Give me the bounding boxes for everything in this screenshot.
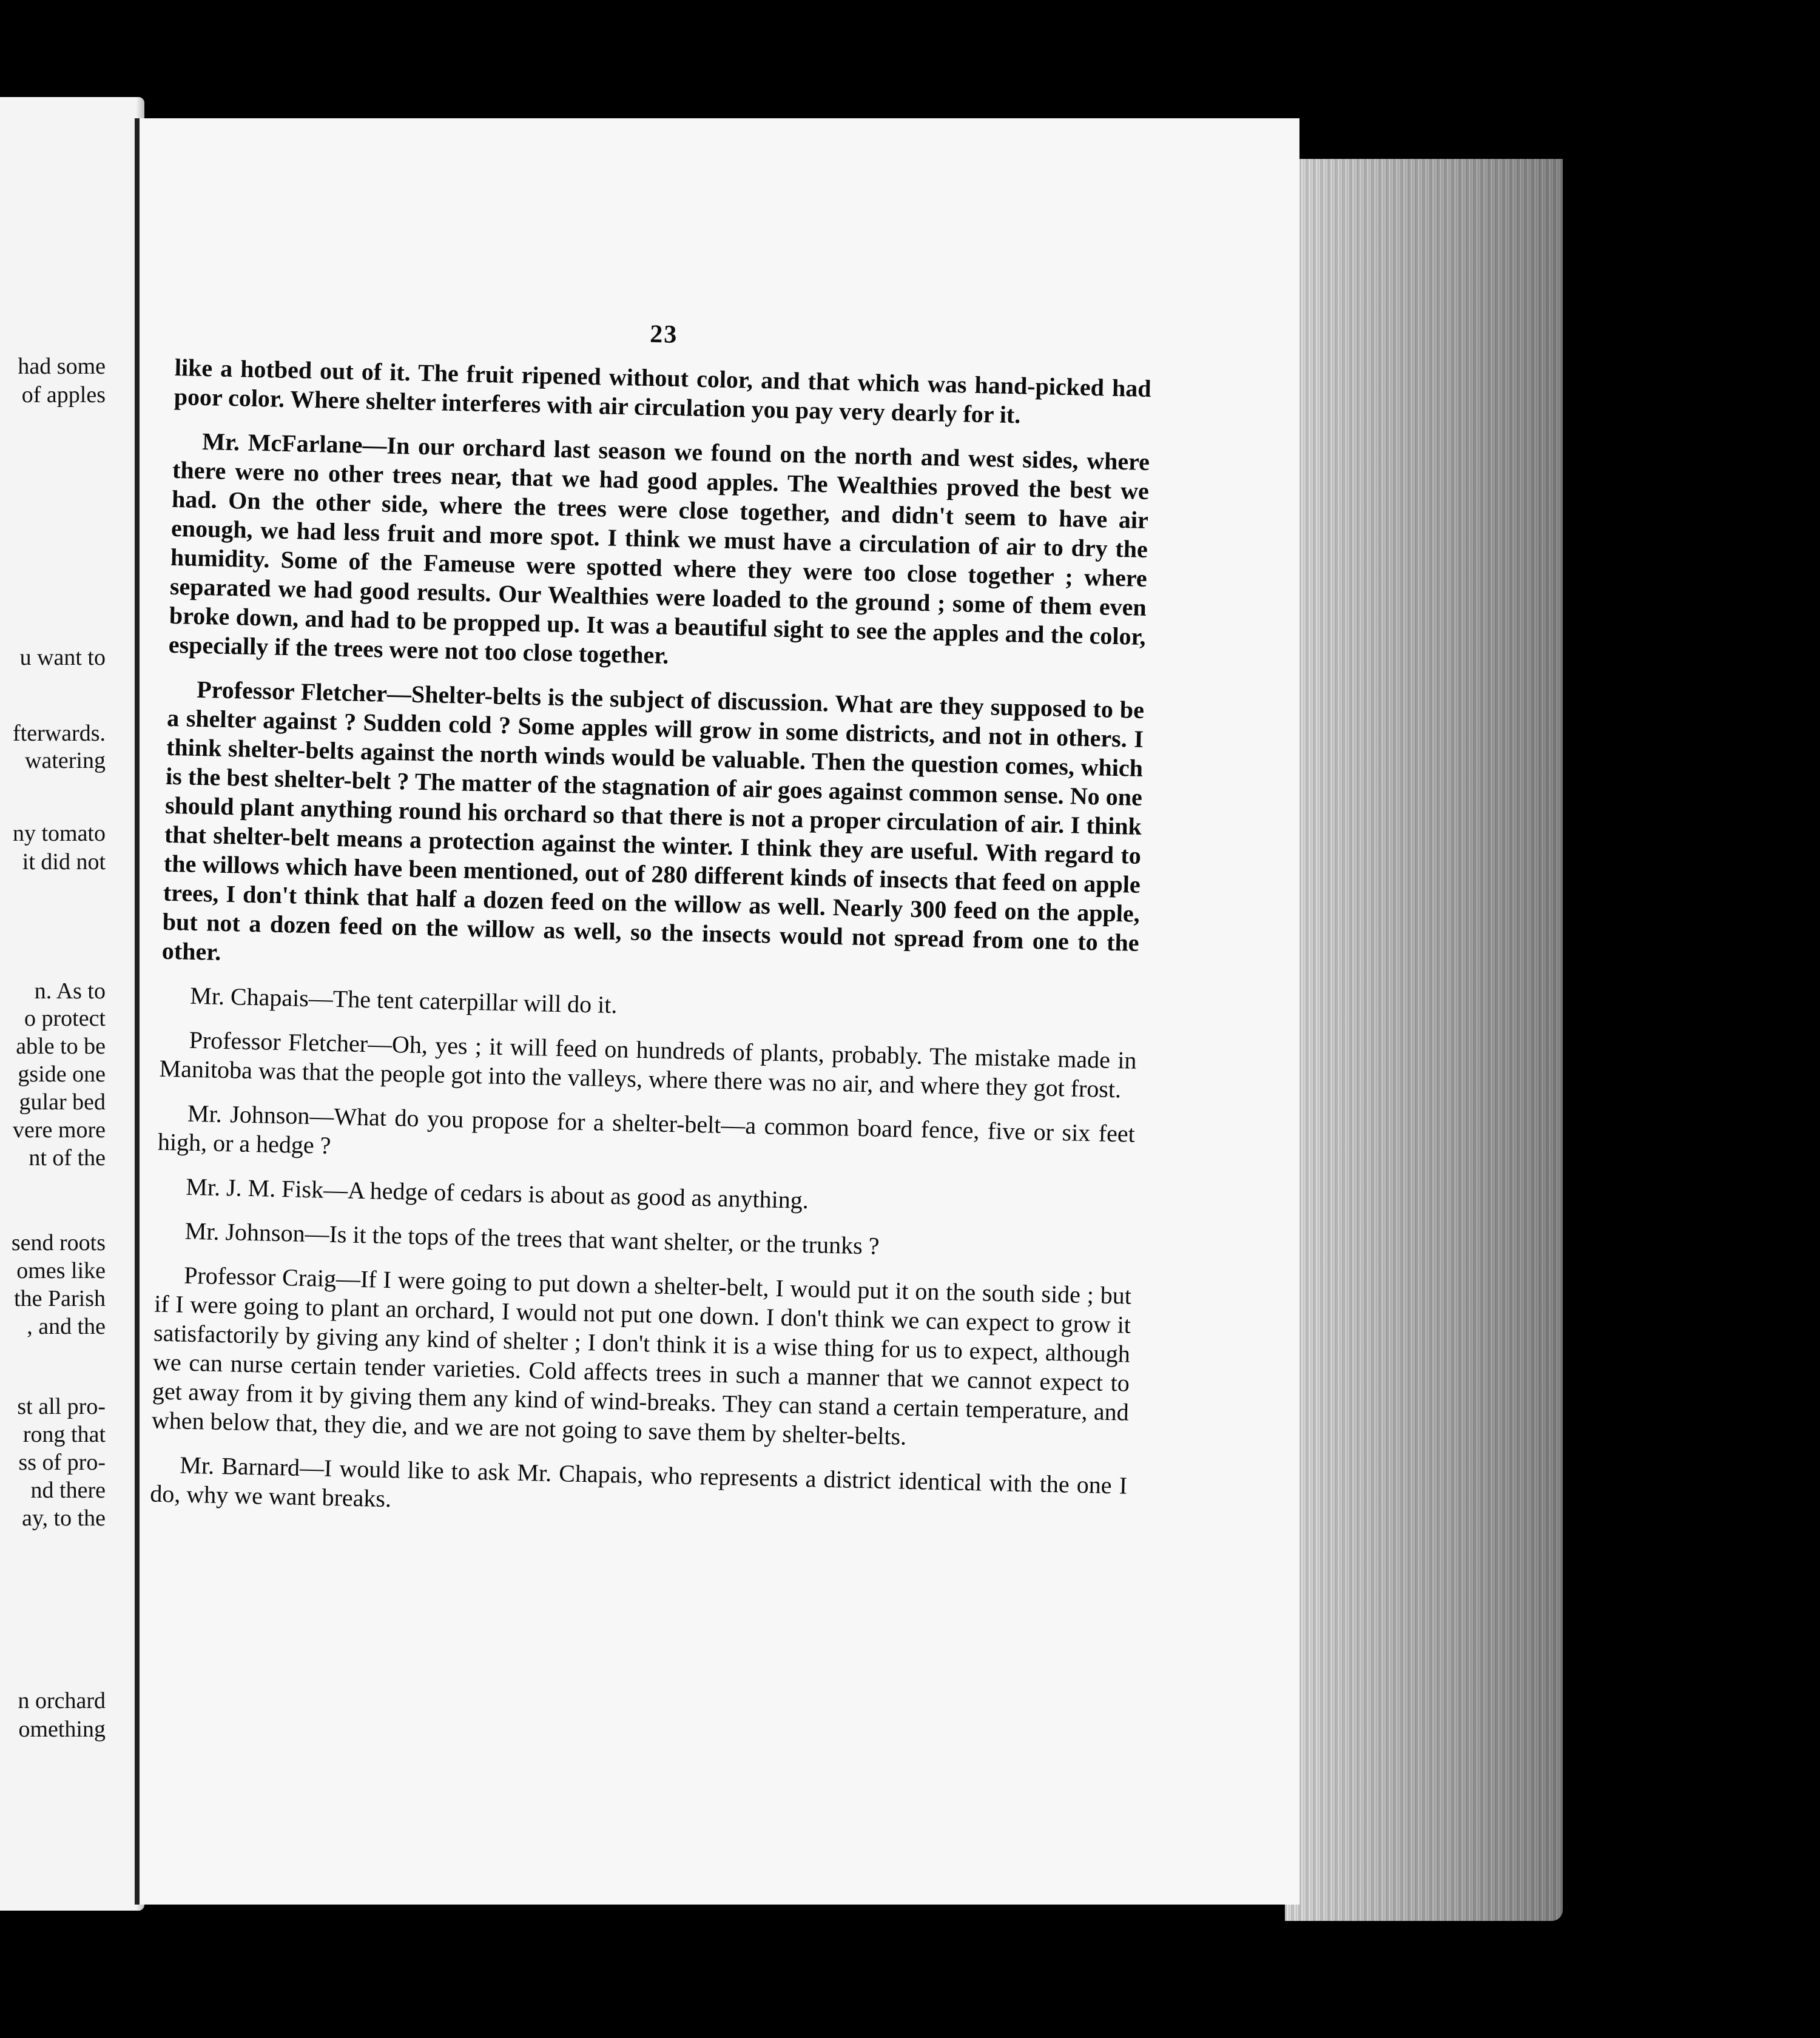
book-page-edges [1285, 159, 1563, 1921]
paragraph: Professor Fletcher—Shelter-belts is the subject of discussion. What are they supposed to be a shelter against ? Sudden cold ? Some apples will grow in some districts, and not in others. I think shelter-belts against the north winds would be valuable. Then the question comes, which is the best shelter-belt ? The matter of the stagnation of air goes against common sense. No one should plant anything round his orchard so that there is not a proper circulation of air. I think that shelter-belt means a protection against the winter. I think they are useful. With regard to the willows which have been mentioned, out of 280 different kinds of insects that feed on apple trees, I don't think that half a dozen feed on the willow as well. Nearly 300 feed on the apple, but not a dozen feed on the willow as well, so the insects would not spread from one to the other. [161, 675, 1145, 966]
facing-page-line: , and the [27, 1314, 106, 1339]
facing-page-line: rong that [22, 1422, 106, 1447]
facing-page-line: n orchard [18, 1688, 106, 1713]
page-number: 23 [649, 320, 678, 349]
facing-page-line: ny tomato [12, 821, 106, 846]
facing-page-line: ss of pro- [18, 1450, 106, 1475]
facing-page-line: nd there [30, 1478, 106, 1503]
paragraph: Mr. McFarlane—In our orchard last season we found on the north and west sides, where there were no other trees near, that we had good apples. The Wealthies proved the best we had. On the other side, where the trees were close together, and didn't seem to have air enough, we had less fruit and more spot. I think we must have a circulation of air to dry the humidity. Some of the Fameuse were spotted where they were too close together ; where separated we had good results. Our Wealthies were loaded to the ground ; some of them even broke down, and had to be propped up. It was a beautiful sight to see the apples and the color, especially if the trees were not too close together. [168, 428, 1150, 669]
facing-page-line: omething [18, 1717, 106, 1742]
paragraph: Mr. Johnson—Is it the tops of the trees that want shelter, or the trunks ? [184, 1217, 880, 1260]
facing-page-line: gside one [18, 1061, 106, 1087]
paragraph: Professor Fletcher—Oh, yes ; it will feed on hundreds of plants, probably. The mistake made in Manitoba was that the people got into the valleys, where there was no air, and where they got frost. [159, 1026, 1137, 1103]
paragraph: Mr. Barnard—I would like to ask Mr. Chapais, who represents a district identical with the one I do, why we want breaks. [149, 1451, 1128, 1513]
facing-page-line: fterwards. [13, 721, 106, 746]
facing-page-line: gular bed [19, 1089, 106, 1115]
facing-page-line: it did not [22, 849, 106, 875]
paragraph: Professor Craig—If I were going to put down a shelter-belt, I would put it on the south side ; but if I were going to plant an orchard, I would not put one down. I don't think we can expect to grow it satisfactorily by giving any kind of shelter ; I don't think it is a wise thing for us to expect, although we can nurse certain tender varieties. Cold affects trees in such a manner that we cannot expect to get away from it by giving them any kind of wind-breaks. They can stand a certain temperature, and when below that, they die, and we are not going to save them by shelter-belts. [151, 1261, 1132, 1450]
facing-page-line: the Parish [14, 1286, 106, 1311]
facing-page-line: st all pro- [17, 1394, 106, 1419]
paragraph: Mr. J. M. Fisk—A hedge of cedars is about as good as anything. [185, 1172, 809, 1214]
facing-page-line: nt of the [29, 1145, 106, 1171]
facing-page-line: omes like [16, 1258, 106, 1283]
facing-page-line: ay, to the [22, 1505, 106, 1531]
paragraph: Mr. Johnson—What do you propose for a shelter-belt—a common board fence, five or six feet high, or a hedge ? [157, 1099, 1136, 1159]
paragraph: like a hotbed out of it. The fruit ripened without color, and that which was hand-picked had poor color. Where shelter interferes with air circulation you pay very dearly for it. [174, 353, 1152, 429]
book-page-edges-shade [1285, 159, 1563, 1921]
facing-page-line: of apples [21, 382, 106, 408]
paragraph: Mr. Chapais—The tent caterpillar will do it. [189, 981, 618, 1019]
facing-page-line: n. As to [34, 978, 106, 1004]
facing-page-line: able to be [16, 1034, 106, 1059]
facing-page-line: u want to [19, 645, 106, 670]
facing-page-line: watering [25, 748, 106, 773]
page-body [149, 309, 1152, 1545]
facing-page-line: o protect [24, 1006, 106, 1031]
facing-page [0, 97, 144, 1911]
facing-page-line: vere more [13, 1117, 106, 1143]
facing-page-line: had some [18, 354, 106, 379]
facing-page-line: send roots [11, 1230, 106, 1256]
